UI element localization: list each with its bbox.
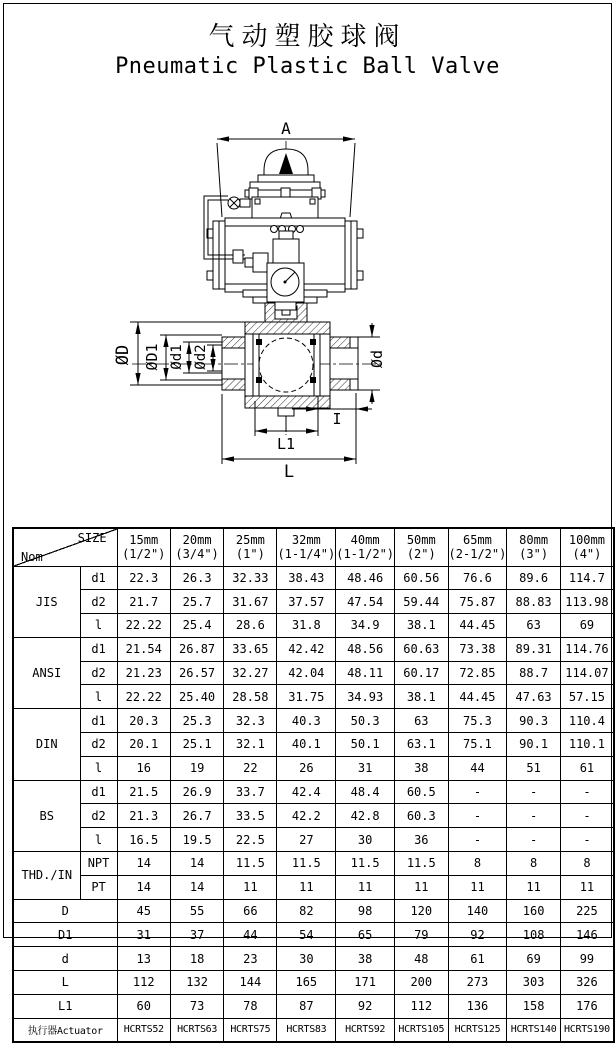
- standard-group-label: ANSI: [13, 637, 80, 708]
- table-cell: 11: [277, 875, 336, 899]
- table-cell: 23: [224, 947, 277, 971]
- table-cell: 22.22: [117, 614, 170, 638]
- row-label: d1: [80, 780, 117, 804]
- corner-size-label: SIZE: [77, 531, 107, 545]
- table-cell: 27: [277, 828, 336, 852]
- table-cell: 60.56: [395, 566, 449, 590]
- table-cell: 158: [507, 994, 561, 1018]
- table-cell: 20.3: [117, 709, 170, 733]
- row-label: 执行器Actuator: [13, 1018, 117, 1042]
- table-cell: -: [448, 828, 507, 852]
- table-row: [13, 661, 614, 685]
- table-cell: -: [448, 780, 507, 804]
- table-cell: 50.3: [336, 709, 395, 733]
- table-cell: -: [560, 804, 614, 828]
- table-cell: 25.7: [170, 590, 223, 614]
- table-cell: 112: [395, 994, 449, 1018]
- table-row: [13, 1018, 614, 1042]
- row-label: d2: [80, 733, 117, 757]
- table-row: [13, 828, 614, 852]
- beacon-dome: [258, 149, 314, 182]
- table-cell: 42.2: [277, 804, 336, 828]
- table-cell: 36: [395, 828, 449, 852]
- standard-group-label: THD./IN: [13, 852, 80, 900]
- page-title-chinese: 气动塑胶球阀: [208, 22, 407, 52]
- table-cell: 31.8: [277, 614, 336, 638]
- table-cell: 89.31: [507, 637, 561, 661]
- table-cell: 61: [560, 756, 614, 780]
- table-cell: 47.63: [507, 685, 561, 709]
- row-label: d2: [80, 590, 117, 614]
- table-cell: HCRTS63: [170, 1018, 223, 1042]
- table-cell: 38.1: [395, 614, 449, 638]
- table-cell: 13: [117, 947, 170, 971]
- table-cell: 136: [448, 994, 507, 1018]
- table-cell: 89.6: [507, 566, 561, 590]
- table-row: [13, 709, 614, 733]
- standard-group-label: DIN: [13, 709, 80, 780]
- size-column-header: 40mm (1-1/2"): [336, 528, 395, 566]
- table-cell: 160: [507, 899, 561, 923]
- table-cell: HCRTS52: [117, 1018, 170, 1042]
- standard-group-label: JIS: [13, 566, 80, 637]
- row-label: d2: [80, 661, 117, 685]
- table-cell: 59.44: [395, 590, 449, 614]
- table-cell: 112: [117, 971, 170, 995]
- table-cell: 19: [170, 756, 223, 780]
- size-column-header: 80mm (3"): [507, 528, 561, 566]
- table-cell: 28.58: [224, 685, 277, 709]
- table-cell: 88.83: [507, 590, 561, 614]
- table-cell: HCRTS105: [395, 1018, 449, 1042]
- page-title-english: Pneumatic Plastic Ball Valve: [115, 54, 500, 79]
- table-cell: 44: [448, 756, 507, 780]
- table-cell: 21.7: [117, 590, 170, 614]
- table-cell: HCRTS125: [448, 1018, 507, 1042]
- table-cell: 69: [560, 614, 614, 638]
- table-row: [13, 804, 614, 828]
- row-label: L: [13, 971, 117, 995]
- table-cell: 90.3: [507, 709, 561, 733]
- table-cell: 144: [224, 971, 277, 995]
- row-label: D1: [13, 923, 117, 947]
- table-cell: HCRTS75: [224, 1018, 277, 1042]
- table-cell: 273: [448, 971, 507, 995]
- table-cell: 38.1: [395, 685, 449, 709]
- table-cell: 110.1: [560, 733, 614, 757]
- table-cell: 11.5: [336, 852, 395, 876]
- row-label: l: [80, 828, 117, 852]
- table-cell: 30: [336, 828, 395, 852]
- table-cell: 11: [507, 875, 561, 899]
- table-header-row: [13, 528, 614, 566]
- table-cell: 11.5: [224, 852, 277, 876]
- valve-technical-drawing: [0, 105, 615, 525]
- table-row: [13, 852, 614, 876]
- table-cell: 11.5: [277, 852, 336, 876]
- table-row: [13, 780, 614, 804]
- dim-label-d1: Ød1: [169, 344, 185, 370]
- table-cell: 47.54: [336, 590, 395, 614]
- table-cell: 8: [448, 852, 507, 876]
- table-cell: 11: [448, 875, 507, 899]
- table-cell: 303: [507, 971, 561, 995]
- table-cell: 87: [277, 994, 336, 1018]
- table-cell: 44: [224, 923, 277, 947]
- dim-label-I: I: [332, 410, 342, 428]
- table-cell: 21.54: [117, 637, 170, 661]
- table-cell: 88.7: [507, 661, 561, 685]
- table-cell: 114.76: [560, 637, 614, 661]
- table-cell: HCRTS83: [277, 1018, 336, 1042]
- table-cell: 65: [336, 923, 395, 947]
- table-cell: 38: [395, 756, 449, 780]
- table-cell: 32.3: [224, 709, 277, 733]
- table-cell: 326: [560, 971, 614, 995]
- table-cell: 69: [507, 947, 561, 971]
- table-cell: 26.9: [170, 780, 223, 804]
- table-cell: 48.46: [336, 566, 395, 590]
- table-cell: 42.4: [277, 780, 336, 804]
- table-cell: 146: [560, 923, 614, 947]
- table-cell: 44.45: [448, 614, 507, 638]
- dim-label-A: A: [281, 119, 291, 138]
- table-cell: 11: [560, 875, 614, 899]
- table-cell: 11: [336, 875, 395, 899]
- row-label: d1: [80, 637, 117, 661]
- row-label: d1: [80, 566, 117, 590]
- table-cell: 33.65: [224, 637, 277, 661]
- table-cell: 8: [560, 852, 614, 876]
- size-column-header: 65mm (2-1/2"): [448, 528, 507, 566]
- table-row: [13, 733, 614, 757]
- table-cell: 25.3: [170, 709, 223, 733]
- table-row: [13, 994, 614, 1018]
- table-cell: 176: [560, 994, 614, 1018]
- row-label: l: [80, 756, 117, 780]
- table-cell: 51: [507, 756, 561, 780]
- table-cell: 31.67: [224, 590, 277, 614]
- table-row: [13, 566, 614, 590]
- table-cell: 25.1: [170, 733, 223, 757]
- row-label: l: [80, 614, 117, 638]
- table-cell: 99: [560, 947, 614, 971]
- table-cell: 225: [560, 899, 614, 923]
- size-column-header: 15mm (1/2"): [117, 528, 170, 566]
- table-cell: 37: [170, 923, 223, 947]
- row-label: d: [13, 947, 117, 971]
- table-row: [13, 899, 614, 923]
- table-cell: 48.4: [336, 780, 395, 804]
- table-cell: 33.5: [224, 804, 277, 828]
- dim-label-D: ØD: [113, 344, 133, 366]
- table-cell: -: [560, 780, 614, 804]
- table-cell: 48: [395, 947, 449, 971]
- table-cell: 26.3: [170, 566, 223, 590]
- table-cell: 76.6: [448, 566, 507, 590]
- table-cell: 40.1: [277, 733, 336, 757]
- table-cell: 40.3: [277, 709, 336, 733]
- table-cell: 31.75: [277, 685, 336, 709]
- table-cell: 34.9: [336, 614, 395, 638]
- table-cell: 14: [170, 875, 223, 899]
- table-cell: 22: [224, 756, 277, 780]
- table-cell: 82: [277, 899, 336, 923]
- table-cell: 54: [277, 923, 336, 947]
- table-cell: 132: [170, 971, 223, 995]
- table-cell: 14: [170, 852, 223, 876]
- table-cell: 14: [117, 875, 170, 899]
- table-cell: -: [448, 804, 507, 828]
- table-cell: 60.63: [395, 637, 449, 661]
- table-cell: 31: [117, 923, 170, 947]
- row-label: NPT: [80, 852, 117, 876]
- table-cell: 60.5: [395, 780, 449, 804]
- table-cell: 92: [448, 923, 507, 947]
- table-cell: 48.56: [336, 637, 395, 661]
- table-row: [13, 756, 614, 780]
- table-cell: 21.23: [117, 661, 170, 685]
- table-cell: 63.1: [395, 733, 449, 757]
- table-cell: 20.1: [117, 733, 170, 757]
- table-cell: 50.1: [336, 733, 395, 757]
- table-cell: 26.7: [170, 804, 223, 828]
- table-cell: 113.98: [560, 590, 614, 614]
- table-cell: 26.87: [170, 637, 223, 661]
- table-row: [13, 875, 614, 899]
- table-cell: 110.4: [560, 709, 614, 733]
- table-cell: 30: [277, 947, 336, 971]
- table-cell: 32.1: [224, 733, 277, 757]
- table-cell: 33.7: [224, 780, 277, 804]
- table-cell: 22.3: [117, 566, 170, 590]
- table-cell: 75.87: [448, 590, 507, 614]
- table-cell: 18: [170, 947, 223, 971]
- table-cell: 63: [507, 614, 561, 638]
- table-cell: 114.07: [560, 661, 614, 685]
- dim-label-d: Ød: [368, 349, 386, 369]
- table-cell: 120: [395, 899, 449, 923]
- corner-nom-label: Nom: [21, 549, 43, 564]
- table-row: [13, 685, 614, 709]
- table-row: [13, 923, 614, 947]
- table-cell: 60: [117, 994, 170, 1018]
- table-row: [13, 614, 614, 638]
- corner-cell: [13, 528, 117, 566]
- row-label: l: [80, 685, 117, 709]
- table-cell: 108: [507, 923, 561, 947]
- table-cell: HCRTS92: [336, 1018, 395, 1042]
- table-cell: 32.27: [224, 661, 277, 685]
- table-cell: 11: [224, 875, 277, 899]
- table-cell: 42.42: [277, 637, 336, 661]
- table-cell: 57.15: [560, 685, 614, 709]
- table-cell: HCRTS190: [560, 1018, 614, 1042]
- table-cell: 25.40: [170, 685, 223, 709]
- table-cell: 37.57: [277, 590, 336, 614]
- table-row: [13, 971, 614, 995]
- table-cell: 32.33: [224, 566, 277, 590]
- table-cell: 114.7: [560, 566, 614, 590]
- table-cell: 44.45: [448, 685, 507, 709]
- table-cell: 73.38: [448, 637, 507, 661]
- table-cell: 75.1: [448, 733, 507, 757]
- size-column-header: 100mm (4"): [560, 528, 614, 566]
- diameter-dimensions-left: [113, 322, 245, 385]
- table-cell: 25.4: [170, 614, 223, 638]
- dim-label-d2: Ød2: [193, 344, 209, 370]
- size-column-header: 50mm (2"): [395, 528, 449, 566]
- table-row: [13, 590, 614, 614]
- table-cell: 200: [395, 971, 449, 995]
- dim-label-D1: ØD1: [143, 343, 161, 371]
- table-cell: 75.3: [448, 709, 507, 733]
- table-cell: 165: [277, 971, 336, 995]
- table-cell: 14: [117, 852, 170, 876]
- dim-label-L: L: [283, 462, 295, 482]
- table-cell: 60.3: [395, 804, 449, 828]
- table-cell: 21.5: [117, 780, 170, 804]
- row-label: d1: [80, 709, 117, 733]
- table-cell: HCRTS140: [507, 1018, 561, 1042]
- table-cell: 72.85: [448, 661, 507, 685]
- table-cell: 11.5: [395, 852, 449, 876]
- table-cell: 55: [170, 899, 223, 923]
- row-label: PT: [80, 875, 117, 899]
- table-cell: 8: [507, 852, 561, 876]
- table-cell: 78: [224, 994, 277, 1018]
- table-cell: 22.5: [224, 828, 277, 852]
- table-cell: 66: [224, 899, 277, 923]
- table-cell: 22.22: [117, 685, 170, 709]
- table-cell: 45: [117, 899, 170, 923]
- table-cell: 28.6: [224, 614, 277, 638]
- table-cell: 90.1: [507, 733, 561, 757]
- table-cell: 79: [395, 923, 449, 947]
- table-cell: 38.43: [277, 566, 336, 590]
- row-label: L1: [13, 994, 117, 1018]
- table-cell: 16.5: [117, 828, 170, 852]
- row-label: D: [13, 899, 117, 923]
- size-column-header: 20mm (3/4"): [170, 528, 223, 566]
- row-label: d2: [80, 804, 117, 828]
- table-cell: 63: [395, 709, 449, 733]
- dim-label-L1: L1: [276, 435, 296, 453]
- table-cell: 31: [336, 756, 395, 780]
- table-cell: -: [507, 804, 561, 828]
- table-cell: 60.17: [395, 661, 449, 685]
- table-cell: 26.57: [170, 661, 223, 685]
- table-cell: 92: [336, 994, 395, 1018]
- table-cell: -: [507, 828, 561, 852]
- table-cell: 98: [336, 899, 395, 923]
- table-cell: 16: [117, 756, 170, 780]
- table-cell: 61: [448, 947, 507, 971]
- size-column-header: 25mm (1"): [224, 528, 277, 566]
- table-cell: -: [560, 828, 614, 852]
- table-cell: 38: [336, 947, 395, 971]
- spec-table: [12, 527, 615, 1043]
- diameter-dimension-right: [358, 323, 386, 404]
- table-cell: 73: [170, 994, 223, 1018]
- table-cell: 42.04: [277, 661, 336, 685]
- table-row: [13, 637, 614, 661]
- table-row: [13, 947, 614, 971]
- table-cell: 19.5: [170, 828, 223, 852]
- table-cell: 42.8: [336, 804, 395, 828]
- table-cell: 26: [277, 756, 336, 780]
- table-cell: 21.3: [117, 804, 170, 828]
- table-cell: 34.93: [336, 685, 395, 709]
- table-cell: 171: [336, 971, 395, 995]
- table-cell: 11: [395, 875, 449, 899]
- standard-group-label: BS: [13, 780, 80, 851]
- table-cell: -: [507, 780, 561, 804]
- table-cell: 140: [448, 899, 507, 923]
- size-column-header: 32mm (1-1/4"): [277, 528, 336, 566]
- table-cell: 48.11: [336, 661, 395, 685]
